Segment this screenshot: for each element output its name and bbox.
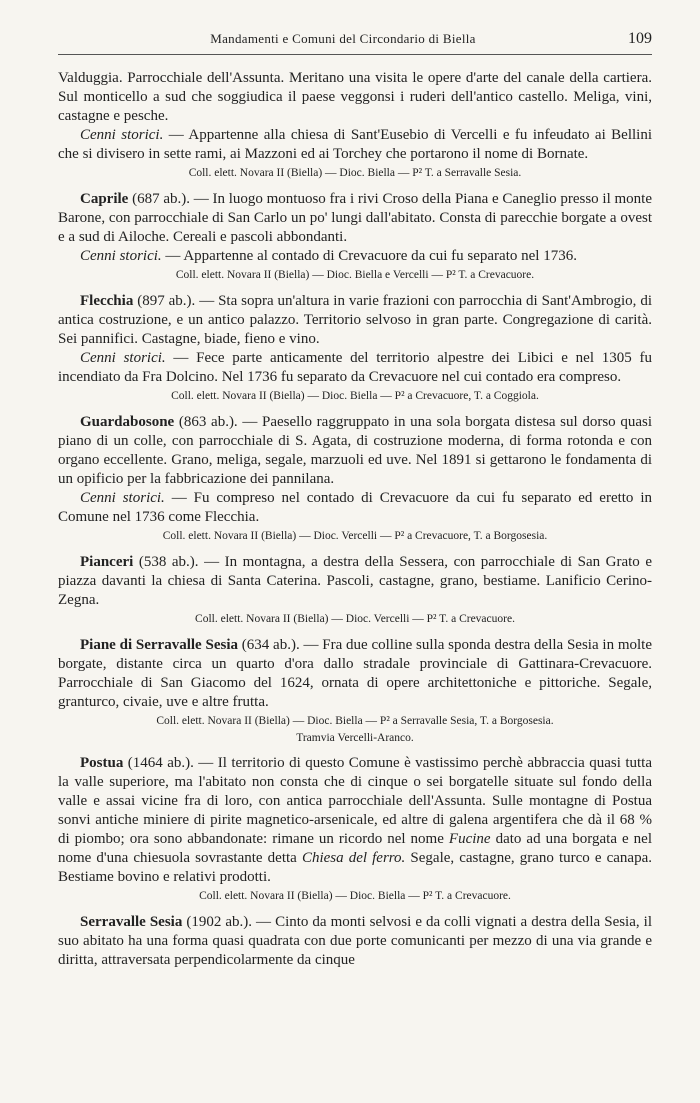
entry-name: Caprile <box>80 191 129 207</box>
entry-flecchia <box>58 292 652 405</box>
entry-text <box>58 413 652 489</box>
italic-term: Fucine <box>448 831 491 847</box>
entry-text <box>58 754 652 887</box>
entry-body: (863 ab.). — Paesello raggruppato in una sola borgata distesa sul dorso quasi piano di un colle, con parrocchiale di S. Agata, di costruzione moderna, di forma rotonda e con organo eccellente. Grano, meliga, segale, marzuoli ed uve. Nel 1891 si gettarono le fondamenta di un opificio per la fabbricazione dei pannilana. <box>58 414 652 487</box>
entry-serravalle-sesia <box>58 913 652 970</box>
coll-line: Coll. elett. Novara II (Biella) — Dioc. Vercelli — P² T. a Crevacuore. <box>195 613 515 625</box>
entry-text <box>58 636 652 712</box>
cenni-text: — Fu compreso nel contado di Crevacuore da cui fu separato ed eretto in Comune nel 1736 come Flecchia. <box>58 490 652 525</box>
cenni-text: — Fece parte anticamente del territorio alpestre dei Libici e nel 1305 fu incendiato da Fra Dolcino. Nel 1736 fu separato da Crevacuore nel cui contado era compreso. <box>58 350 652 385</box>
italic-term: Chiesa del ferro. <box>301 850 406 866</box>
coll-line: Coll. elett. Novara II (Biella) — Dioc. Biella — P² a Crevacuore, T. a Coggiola. <box>171 390 539 402</box>
entry-body: (687 ab.). — In luogo montuoso fra i rivi Croso della Piana e Caneglio presso il monte Barone, con parrocchiale di San Carlo un po' lungi dall'abitato. Consta di parecchie borgate a ovest e a sud di Ailoche. Cereali e pascoli abbondanti. <box>58 191 652 245</box>
tramvia-line: Tramvia Vercelli-Aranco. <box>296 732 414 744</box>
entry-pianceri <box>58 553 652 628</box>
coll-line: Coll. elett. Novara II (Biella) — Dioc. Vercelli — P² a Crevacuore, T. a Borgosesia. <box>162 530 548 542</box>
cenni-label: Cenni storici. <box>80 127 164 143</box>
entry-body: (538 ab.). — In montagna, a destra della Sessera, con parrocchiale di San Grato e piazza davanti la chiesa di Santa Caterina. Pascoli, castagne, grano, bestiame. Lanificio Cerino-Zegna. <box>58 554 652 608</box>
cenni-label: Cenni storici. <box>80 350 166 366</box>
cenni-storici <box>58 247 652 266</box>
entry-name: Pianceri <box>80 554 134 570</box>
entry-valduggia-continued <box>58 69 652 182</box>
entry-name: Serravalle Sesia <box>80 914 183 930</box>
entry-body: (1902 ab.). — Cinto da monti selvosi e da colli vignati a destra della Sesia, il suo abitato ha una forma quasi quadrata con due porte comunicanti per mezzo di una via grande e diritta, attraversata perpendicolarmente da cinque <box>58 914 652 968</box>
entry-body: (634 ab.). — Fra due colline sulla sponda destra della Sesia in molte borgate, distante circa un quarto d'ora dallo stradale provinciale di Gattinara-Crevacuore. Parrocchiale di San Giacomo del 1624, ornata di opere architettoniche e pittoriche. Segale, granturco, civaie, uve e altre frutta. <box>58 637 653 710</box>
entry-name: Postua <box>80 755 124 771</box>
entry-text <box>58 190 652 247</box>
entry-name: Flecchia <box>80 293 134 309</box>
cenni-label: Cenni storici. <box>80 248 162 264</box>
entry-name: Piane di Serravalle Sesia <box>80 637 238 653</box>
cenni-storici <box>58 489 652 527</box>
coll-line: Coll. elett. Novara II (Biella) — Dioc. Biella — P² T. a Crevacuore. <box>199 890 511 902</box>
entry-text: Valduggia. Parrocchiale dell'Assunta. Meritano una visita le opere d'arte del canale della cartiera. Sul monticello a sud che soggiudica il paese veggonsi i ruderi dell'antico castello. Meliga, vini, castagne e pesche. <box>58 70 652 124</box>
entry-caprile <box>58 190 652 284</box>
header-title: Mandamenti e Comuni del Circondario di Biella <box>210 31 476 46</box>
entry-text <box>58 913 652 970</box>
entry-postua <box>58 754 652 905</box>
page-number: 109 <box>628 30 652 47</box>
cenni-text: — Appartenne al contado di Crevacuore da cui fu separato nel 1736. <box>161 248 577 264</box>
entry-text <box>58 292 652 349</box>
entry-piane-di-serravalle <box>58 636 652 746</box>
entry-text <box>58 553 652 610</box>
cenni-text: — Appartenne alla chiesa di Sant'Eusebio di Vercelli e fu infeudato ai Bellini che si divisero in sette rami, ai Mazzoni ed ai Torchey che portarono il nome di Bornate. <box>58 127 652 162</box>
entry-body: (897 ab.). — Sta sopra un'altura in varie frazioni con parrocchia di Sant'Ambrogio, di antica costruzione, e un antico palazzo. Territorio selvoso in gran parte. Congregazione di carità. Sei pannifici. Castagne, biade, fieno e vino. <box>58 293 652 347</box>
entry-body: (1464 ab.). — Il territorio di questo Comune è vastissimo perchè abbraccia quasi tutta la valle superiore, ma l'abitato non consta che di cinque o sei borgatelle situate sul fondo della valle e assai vicine fra di loro, con antica parrocchiale dell'Assunta. Sulle montagne di Postua sonvi antiche miniere di pirite magnetico-arsenicale, ed altre di galena argentifera che dà il 68 % di piombo; ora sono abbandonate: rimane un ricordo nel nome <box>58 755 652 847</box>
entry-body-3: Segale, castagne, grano turco e canapa. Bestiame bovino e relativi prodotti. <box>58 850 652 885</box>
coll-line: Coll. elett. Novara II (Biella) — Dioc. Biella — P² a Serravalle Sesia, T. a Borgosesia. <box>156 715 554 727</box>
entry-guardabosone <box>58 413 652 545</box>
entry-name: Guardabosone <box>80 414 175 430</box>
cenni-label: Cenni storici. <box>80 490 165 506</box>
running-header <box>58 30 652 55</box>
entry-body-2: dato ad una borgata e nel nome d'una chiesuola sovrastante detta <box>58 831 652 866</box>
cenni-storici <box>58 126 652 164</box>
coll-line: Coll. elett. Novara II (Biella) — Dioc. Biella e Vercelli — P² T. a Crevacuore. <box>175 269 535 281</box>
coll-line: Coll. elett. Novara II (Biella) — Dioc. Biella — P² T. a Serravalle Sesia. <box>188 167 522 179</box>
cenni-storici <box>58 349 652 387</box>
